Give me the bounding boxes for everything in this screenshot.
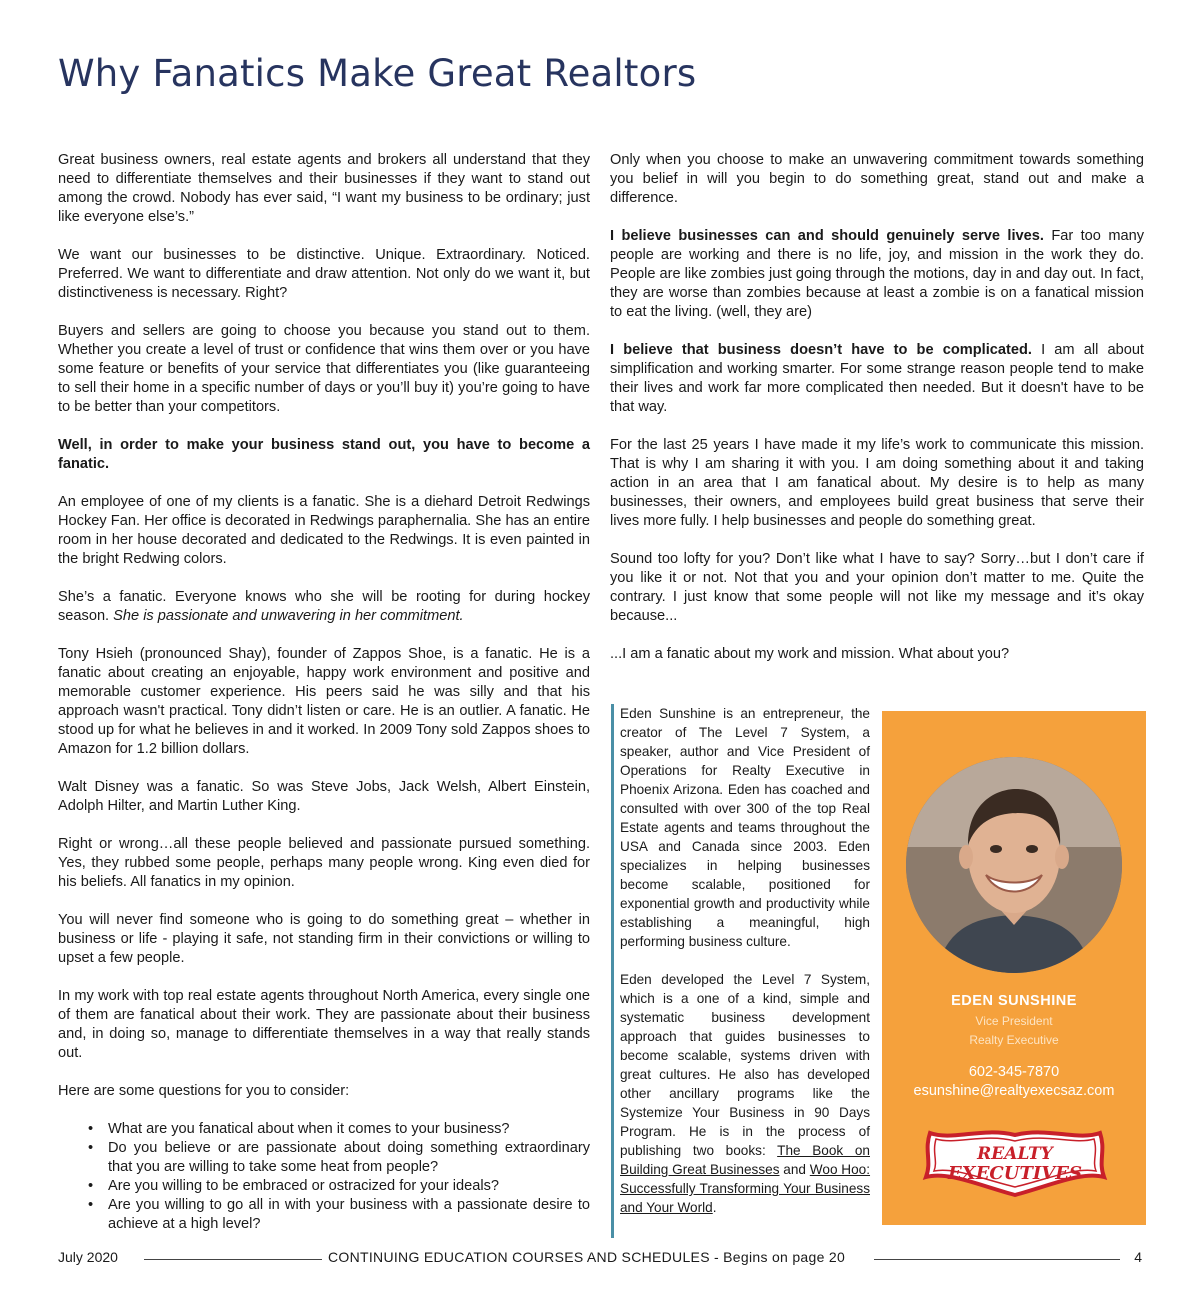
- realty-executives-logo: [922, 1125, 1108, 1203]
- card-name: EDEN SUNSHINE: [951, 993, 1077, 1009]
- book-title-link[interactable]: The Book on Building Great Businesses: [620, 1143, 870, 1177]
- bio-text: .: [712, 1200, 717, 1215]
- left-column: [58, 151, 590, 1234]
- author-card: [882, 711, 1146, 1225]
- paragraph: [58, 588, 590, 626]
- paragraph: Walt Disney was a fanatic. So was Steve Jobs, Jack Welsh, Albert Einstein, Adolph Hilter, and Martin Luther King.: [58, 779, 590, 814]
- paragraph: An employee of one of my clients is a fanatic. She is a diehard Detroit Redwings Hockey Fan. Her office is decorated in Redwings paraphernalia. She has an entire room in her house decorated and dedicated to the Redwings. It is even painted in the bright Redwing colors.: [58, 494, 590, 567]
- paragraph: Tony Hsieh (pronounced Shay), founder of Zappos Shoe, is a fanatic. He is a fanatic about creating an enjoyable, happy work environment and positive and memorable customer experience. His peers said he was silly and that his approach wasn't practical. Tony didn’t listen or care. He is an outlier. A fanatic. He stood up for what he believes in and it worked. In 2009 Tony sold Zappos shoes to Amazon for 1.2 billion dollars.: [58, 646, 590, 757]
- question-list: [108, 1120, 590, 1234]
- bio-paragraph: [620, 970, 870, 1217]
- logo-line-1: REALTY: [977, 1144, 1053, 1164]
- book-title-link[interactable]: Woo Hoo: Successfully Transforming Your Business and Your World: [620, 1162, 871, 1215]
- footer-divider: [874, 1259, 1120, 1260]
- bio-text: and: [779, 1162, 810, 1177]
- italic-statement: She is passionate and unwavering in her commitment.: [113, 608, 464, 624]
- footer-date: July 2020: [58, 1249, 118, 1265]
- paragraph-text: Far too many people are working and there is no life, joy, and mission in the work they do. People are like zombies just going through the motions, day in and day out. In fact, they are worse than zombies because at least a zombie is on a fanatical mission to eat the living. (well, they are): [610, 228, 1145, 320]
- portrait-illustration: [906, 757, 1122, 973]
- card-phone[interactable]: 602-345-7870: [968, 1064, 1060, 1080]
- footer-banner: CONTINUING EDUCATION COURSES AND SCHEDULES - Begins on page 20: [328, 1249, 846, 1265]
- bold-statement: I believe businesses can and should genuinely serve lives.: [610, 228, 1044, 244]
- paragraph: [58, 436, 590, 474]
- author-photo: [906, 757, 1122, 973]
- card-email[interactable]: esunshine@realtyexecsaz.com: [913, 1083, 1115, 1099]
- paragraph: [610, 341, 1144, 417]
- logo-line-2: EXECUTIVES: [948, 1163, 1082, 1184]
- paragraph: Right or wrong…all these people believed and passionate pursued something. Yes, they rubbed some people, perhaps many people wrong. King even died for his beliefs. All fanatics in my opinion.: [58, 836, 590, 890]
- paragraph: Sound too lofty for you? Don’t like what I have to say? Sorry…but I don’t care if you like it or not. Not that you and your opinion don’t matter to me. Quite the contrary. I just know that some people will not like my message and it’s okay because...: [610, 551, 1144, 624]
- paragraph: We want our businesses to be distinctive. Unique. Extraordinary. Noticed. Preferred. We want to differentiate and draw attention. Not only do we want it, but distinctiveness is necessary. Right?: [58, 247, 590, 301]
- paragraph-text: I am all about simplification and working smarter. For some strange reason people tend to make their lives and work far more complicated then needed. But it doesn't have to be that way.: [610, 342, 1144, 415]
- paragraph: For the last 25 years I have made it my life’s work to communicate this mission. That is why I am sharing it with you. I am doing something about it and taking action in an area that I am fanatical about. My desire is to help as many businesses, their owners, and employees build great business that serve their lives more fully. I help businesses and people do something great.: [610, 437, 1144, 529]
- paragraph: You will never find someone who is going to do something great – whether in business or life - playing it safe, not standing firm in their convictions or willing to upset a few people.: [58, 912, 590, 966]
- paragraph: Only when you choose to make an unwavering commitment towards something you belief in will you begin to do something great, stand out and make a difference.: [610, 152, 1144, 206]
- page-number: 4: [1134, 1249, 1142, 1265]
- paragraph: [610, 227, 1144, 322]
- list-item: • Do you believe or are passionate about doing something extraordinary that you are willing to take some heat from people?: [108, 1139, 590, 1177]
- page-footer: [58, 1248, 1142, 1268]
- footer-divider: [144, 1259, 322, 1260]
- list-item: • Are you willing to go all in with your business with a passionate desire to achieve at a high level?: [108, 1196, 590, 1234]
- author-bio: [611, 704, 870, 1238]
- card-title: Vice President: [975, 1014, 1053, 1028]
- right-column: [610, 151, 1144, 664]
- card-company: Realty Executive: [969, 1033, 1059, 1047]
- paragraph: ...I am a fanatic about my work and mission. What about you?: [610, 646, 1010, 662]
- bio-paragraph: Eden Sunshine is an entrepreneur, the creator of The Level 7 System, a speaker, author and Vice President of Operations for Realty Executive in Phoenix Arizona. Eden has coached and consulted with over 300 of the top Real Estate agents and teams throughout the USA and Canada since 2003. Eden specializes in helping businesses become scalable, positioned for exponential growth and productivity while establishing a meaningful, high performing business culture.: [620, 706, 870, 949]
- bio-text: Eden developed the Level 7 System, which is a one of a kind, simple and systematic business development approach that guides businesses to become scalable, systems driven with great cultures. He also has developed other ancillary programs like the Systemize Your Business in 90 Days Program. He is in the process of publishing two books:: [620, 972, 870, 1158]
- paragraph-text: She’s a fanatic. Everyone knows who she will be rooting for during hockey season.: [58, 589, 590, 624]
- bold-statement: Well, in order to make your business stand out, you have to become a fanatic.: [58, 437, 590, 472]
- list-item: • Are you willing to be embraced or ostracized for your ideals?: [108, 1177, 590, 1196]
- paragraph: Great business owners, real estate agents and brokers all understand that they need to differentiate themselves and their businesses if they want to stand out among the crowd. Nobody has ever said, “I want my business to be ordinary; just like everyone else’s.”: [58, 152, 590, 225]
- bold-statement: I believe that business doesn’t have to be complicated.: [610, 342, 1032, 358]
- list-item: • What are you fanatical about when it comes to your business?: [108, 1120, 590, 1139]
- paragraph: In my work with top real estate agents throughout North America, every single one of them are fanatical about their work. They are passionate about their business and, in doing so, manage to differentiate themselves in a way that really stands out.: [58, 988, 590, 1061]
- paragraph: Buyers and sellers are going to choose you because you stand out to them. Whether you create a level of trust or confidence that wins them over or you have some feature or benefits of your service that differentiates you (like guaranteeing to sell their home in a specific number of days or you’ll buy it) you’re going to have to be better than your competitors.: [58, 323, 590, 415]
- paragraph: Here are some questions for you to consider:: [58, 1083, 350, 1099]
- article-title: Why Fanatics Make Great Realtors: [58, 52, 697, 95]
